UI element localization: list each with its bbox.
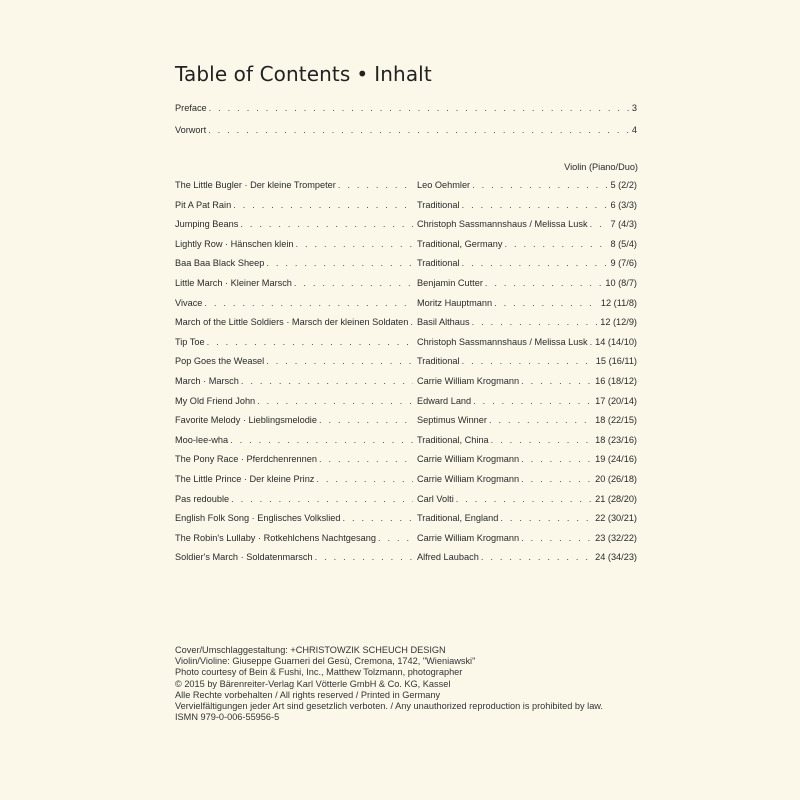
leader-dots [462,198,609,212]
toc-entry-title-cell [175,472,415,486]
front-matter-vorwort [175,124,637,136]
toc-entry-composer-cell [417,276,637,290]
page-numbers: 5 (2/2) [610,180,637,190]
toc-entry [175,531,637,551]
leader-dots [590,217,609,231]
toc-entry-composer-cell [417,335,637,349]
leader-dots [319,413,413,427]
toc-entry [175,374,637,394]
column-header: Violin (Piano/Duo) [564,162,638,172]
leader-dots [521,452,593,466]
front-matter-page: 4 [631,125,637,135]
leader-dots [494,296,599,310]
piece-title: Lightly Row · Hänschen klein [175,238,294,249]
toc-entry-title-cell [175,550,415,564]
piece-title: English Folk Song · Englisches Volkslied [175,513,341,524]
toc-entry [175,276,637,296]
leader-dots [231,492,413,506]
page-numbers: 9 (7/6) [610,258,637,269]
piece-title: The Little Bugler · Der kleine Trompeter [175,180,336,190]
leader-dots [500,511,593,525]
leader-dots [472,178,608,192]
composer-name: Traditional [417,356,460,367]
toc-entry-composer-cell [417,452,637,466]
leader-dots [489,413,593,427]
page-numbers: 15 (16/11) [595,356,637,367]
toc-entry [175,472,637,492]
composer-name: Traditional [417,199,460,210]
colophon-line: ISMN 979-0-006-55956-5 [175,712,280,723]
toc-entry-composer-cell [417,433,637,447]
piece-title: Pas redouble [175,493,230,504]
piece-title: The Robin's Lullaby · Rotkehlchens Nachtgesang [175,532,376,543]
toc-entry-composer-cell [417,354,637,368]
leader-dots [491,433,593,447]
composer-name: Edward Land [417,395,472,406]
leader-dots [266,256,413,270]
toc-entry [175,198,637,218]
toc-entry-composer-cell [417,256,637,270]
leader-dots [342,511,413,525]
page-numbers: 10 (8/7) [605,277,637,288]
page-numbers: 14 (14/10) [595,336,637,347]
leader-dots [410,315,413,329]
page-numbers: 21 (28/20) [595,493,637,504]
composer-name: Carrie William Krogmann [417,473,520,484]
toc-entry [175,296,637,316]
toc-entry [175,335,637,355]
page-numbers: 22 (30/21) [595,513,637,524]
toc-entry-composer-cell [417,374,637,388]
colophon-line: © 2015 by Bärenreiter-Verlag Karl Vötterle GmbH & Co. KG, Kassel [175,678,451,689]
piece-title: The Pony Race · Pferdchenrennen [175,454,317,465]
piece-title: Jumping Beans [175,219,239,230]
composer-name: Alfred Laubach [417,552,479,563]
piece-title: Pit A Pat Rain [175,199,232,210]
toc-list [175,178,637,570]
toc-entry-composer-cell [417,472,637,486]
leader-dots [294,276,413,290]
toc-entry-title-cell [175,296,415,310]
composer-name: Traditional, China [417,434,489,445]
toc-entry [175,492,637,512]
toc-entry-composer-cell [417,178,637,192]
leader-dots [504,237,608,251]
toc-entry-title-cell [175,394,415,408]
piece-title: Baa Baa Black Sheep [175,258,265,269]
leader-dots [462,256,609,270]
toc-entry-composer-cell [417,315,637,329]
toc-entry-title-cell [175,452,415,466]
piece-title: The Little Prince · Der kleine Prinz [175,473,315,484]
toc-entry-composer-cell [417,198,637,212]
leader-dots [521,531,593,545]
composer-name: Traditional, Germany [417,238,503,249]
page-numbers: 18 (23/16) [595,434,637,445]
toc-entry-title-cell [175,198,415,212]
colophon-line: Alle Rechte vorbehalten / All rights reserved / Printed in Germany [175,689,441,700]
toc-entry [175,413,637,433]
piece-title: Soldier's March · Soldatenmarsch [175,552,313,563]
toc-entry-title-cell [175,492,415,506]
colophon [175,645,645,723]
front-matter-preface [175,102,637,114]
title-german: Inhalt [374,62,432,86]
colophon-line: Vervielfältigungen jeder Art sind gesetzlich verboten. / Any unauthorized reproduction is prohibited by law. [175,701,603,712]
leader-dots [208,124,630,136]
toc-entry-title-cell [175,237,415,251]
toc-entry-title-cell [175,354,415,368]
leader-dots [295,237,413,251]
toc-entry-composer-cell [417,237,637,251]
colophon-line: Photo courtesy of Bein & Fushi, Inc., Matthew Tolzmann, photographer [175,667,463,678]
toc-entry-composer-cell [417,413,637,427]
toc-entry-title-cell [175,256,415,270]
composer-name: Septimus Winner [417,415,487,426]
leader-dots [590,335,594,349]
composer-name: Basil Althaus [417,317,470,328]
toc-entry-composer-cell [417,511,637,525]
front-matter-page: 3 [631,103,637,113]
piece-title: Favorite Melody · Lieblingsmelodie [175,415,317,426]
colophon-line: Cover/Umschlaggestaltung: +CHRISTOWZIK SCHEUCH DESIGN [175,645,446,655]
piece-title: Moo-lee-wha [175,434,229,445]
page-numbers: 16 (18/12) [595,375,637,386]
piece-title: Little March · Kleiner Marsch [175,277,292,288]
toc-entry [175,394,637,414]
toc-entry-title-cell [175,335,415,349]
page-numbers: 23 (32/22) [595,532,637,543]
leader-dots [462,354,594,368]
leader-dots [338,178,413,192]
front-matter-label: Preface [175,103,207,113]
front-matter-label: Vorwort [175,125,207,135]
toc-entry-composer-cell [417,531,637,545]
title-bullet: • [356,62,369,86]
leader-dots [240,217,413,231]
page-numbers: 7 (4/3) [610,219,637,230]
piece-title: March · Marsch [175,375,239,386]
composer-name: Carl Volti [417,493,454,504]
toc-entry-title-cell [175,315,415,329]
leader-dots [473,394,593,408]
leader-dots [266,354,413,368]
leader-dots [521,374,593,388]
piece-title: Vivace [175,297,203,308]
page-numbers: 19 (24/16) [595,454,637,465]
leader-dots [521,472,593,486]
leader-dots [257,394,413,408]
toc-entry-title-cell [175,374,415,388]
composer-name: Moritz Hauptmann [417,297,493,308]
toc-entry-composer-cell [417,492,637,506]
leader-dots [316,472,413,486]
page-numbers: 8 (5/4) [610,238,637,249]
composer-name: Carrie William Krogmann [417,454,520,465]
composer-name: Traditional [417,258,460,269]
toc-entry-title-cell [175,276,415,290]
page-numbers: 20 (26/18) [595,473,637,484]
toc-entry-title-cell [175,178,415,192]
leader-dots [481,550,593,564]
page-numbers: 18 (22/15) [595,415,637,426]
leader-dots [209,102,630,114]
toc-entry [175,354,637,374]
composer-name: Christoph Sassmannshaus / Melissa Lusk [417,219,588,230]
toc-entry-title-cell [175,433,415,447]
composer-name: Christoph Sassmannshaus / Melissa Lusk [417,336,588,347]
toc-entry [175,433,637,453]
leader-dots [456,492,593,506]
toc-entry-composer-cell [417,394,637,408]
leader-dots [233,198,413,212]
composer-name: Traditional, England [417,513,499,524]
toc-entry-title-cell [175,531,415,545]
toc-entry [175,178,637,198]
toc-entry-composer-cell [417,296,637,310]
leader-dots [204,296,413,310]
composer-name: Carrie William Krogmann [417,375,520,386]
toc-entry-title-cell [175,413,415,427]
toc-entry [175,256,637,276]
page-numbers: 6 (3/3) [610,199,637,210]
page-numbers: 12 (11/8) [600,297,637,308]
toc-entry [175,315,637,335]
toc-entry-title-cell [175,511,415,525]
page-numbers: 12 (12/9) [600,317,637,328]
leader-dots [241,374,413,388]
leader-dots [485,276,603,290]
title-english: Table of Contents [175,62,351,86]
composer-name: Carrie William Krogmann [417,532,520,543]
page-numbers: 24 (34/23) [595,552,637,563]
toc-entry [175,237,637,257]
leader-dots [207,335,413,349]
page-title [175,62,432,86]
leader-dots [230,433,413,447]
piece-title: March of the Little Soldiers · Marsch der kleinen Soldaten [175,317,409,328]
toc-entry [175,452,637,472]
toc-entry [175,511,637,531]
toc-entry [175,217,637,237]
toc-entry [175,550,637,570]
piece-title: Tip Toe [175,336,205,347]
colophon-line: Violin/Violine: Giuseppe Guarneri del Gesù, Cremona, 1742, "Wieniawski" [175,656,476,667]
piece-title: My Old Friend John [175,395,256,406]
leader-dots [319,452,413,466]
leader-dots [378,531,413,545]
page-numbers: 17 (20/14) [595,395,637,406]
leader-dots [472,315,599,329]
piece-title: Pop Goes the Weasel [175,356,265,367]
toc-entry-composer-cell [417,217,637,231]
toc-entry-composer-cell [417,550,637,564]
leader-dots [315,550,413,564]
toc-entry-title-cell [175,217,415,231]
composer-name: Leo Oehmler [417,180,471,190]
composer-name: Benjamin Cutter [417,277,483,288]
